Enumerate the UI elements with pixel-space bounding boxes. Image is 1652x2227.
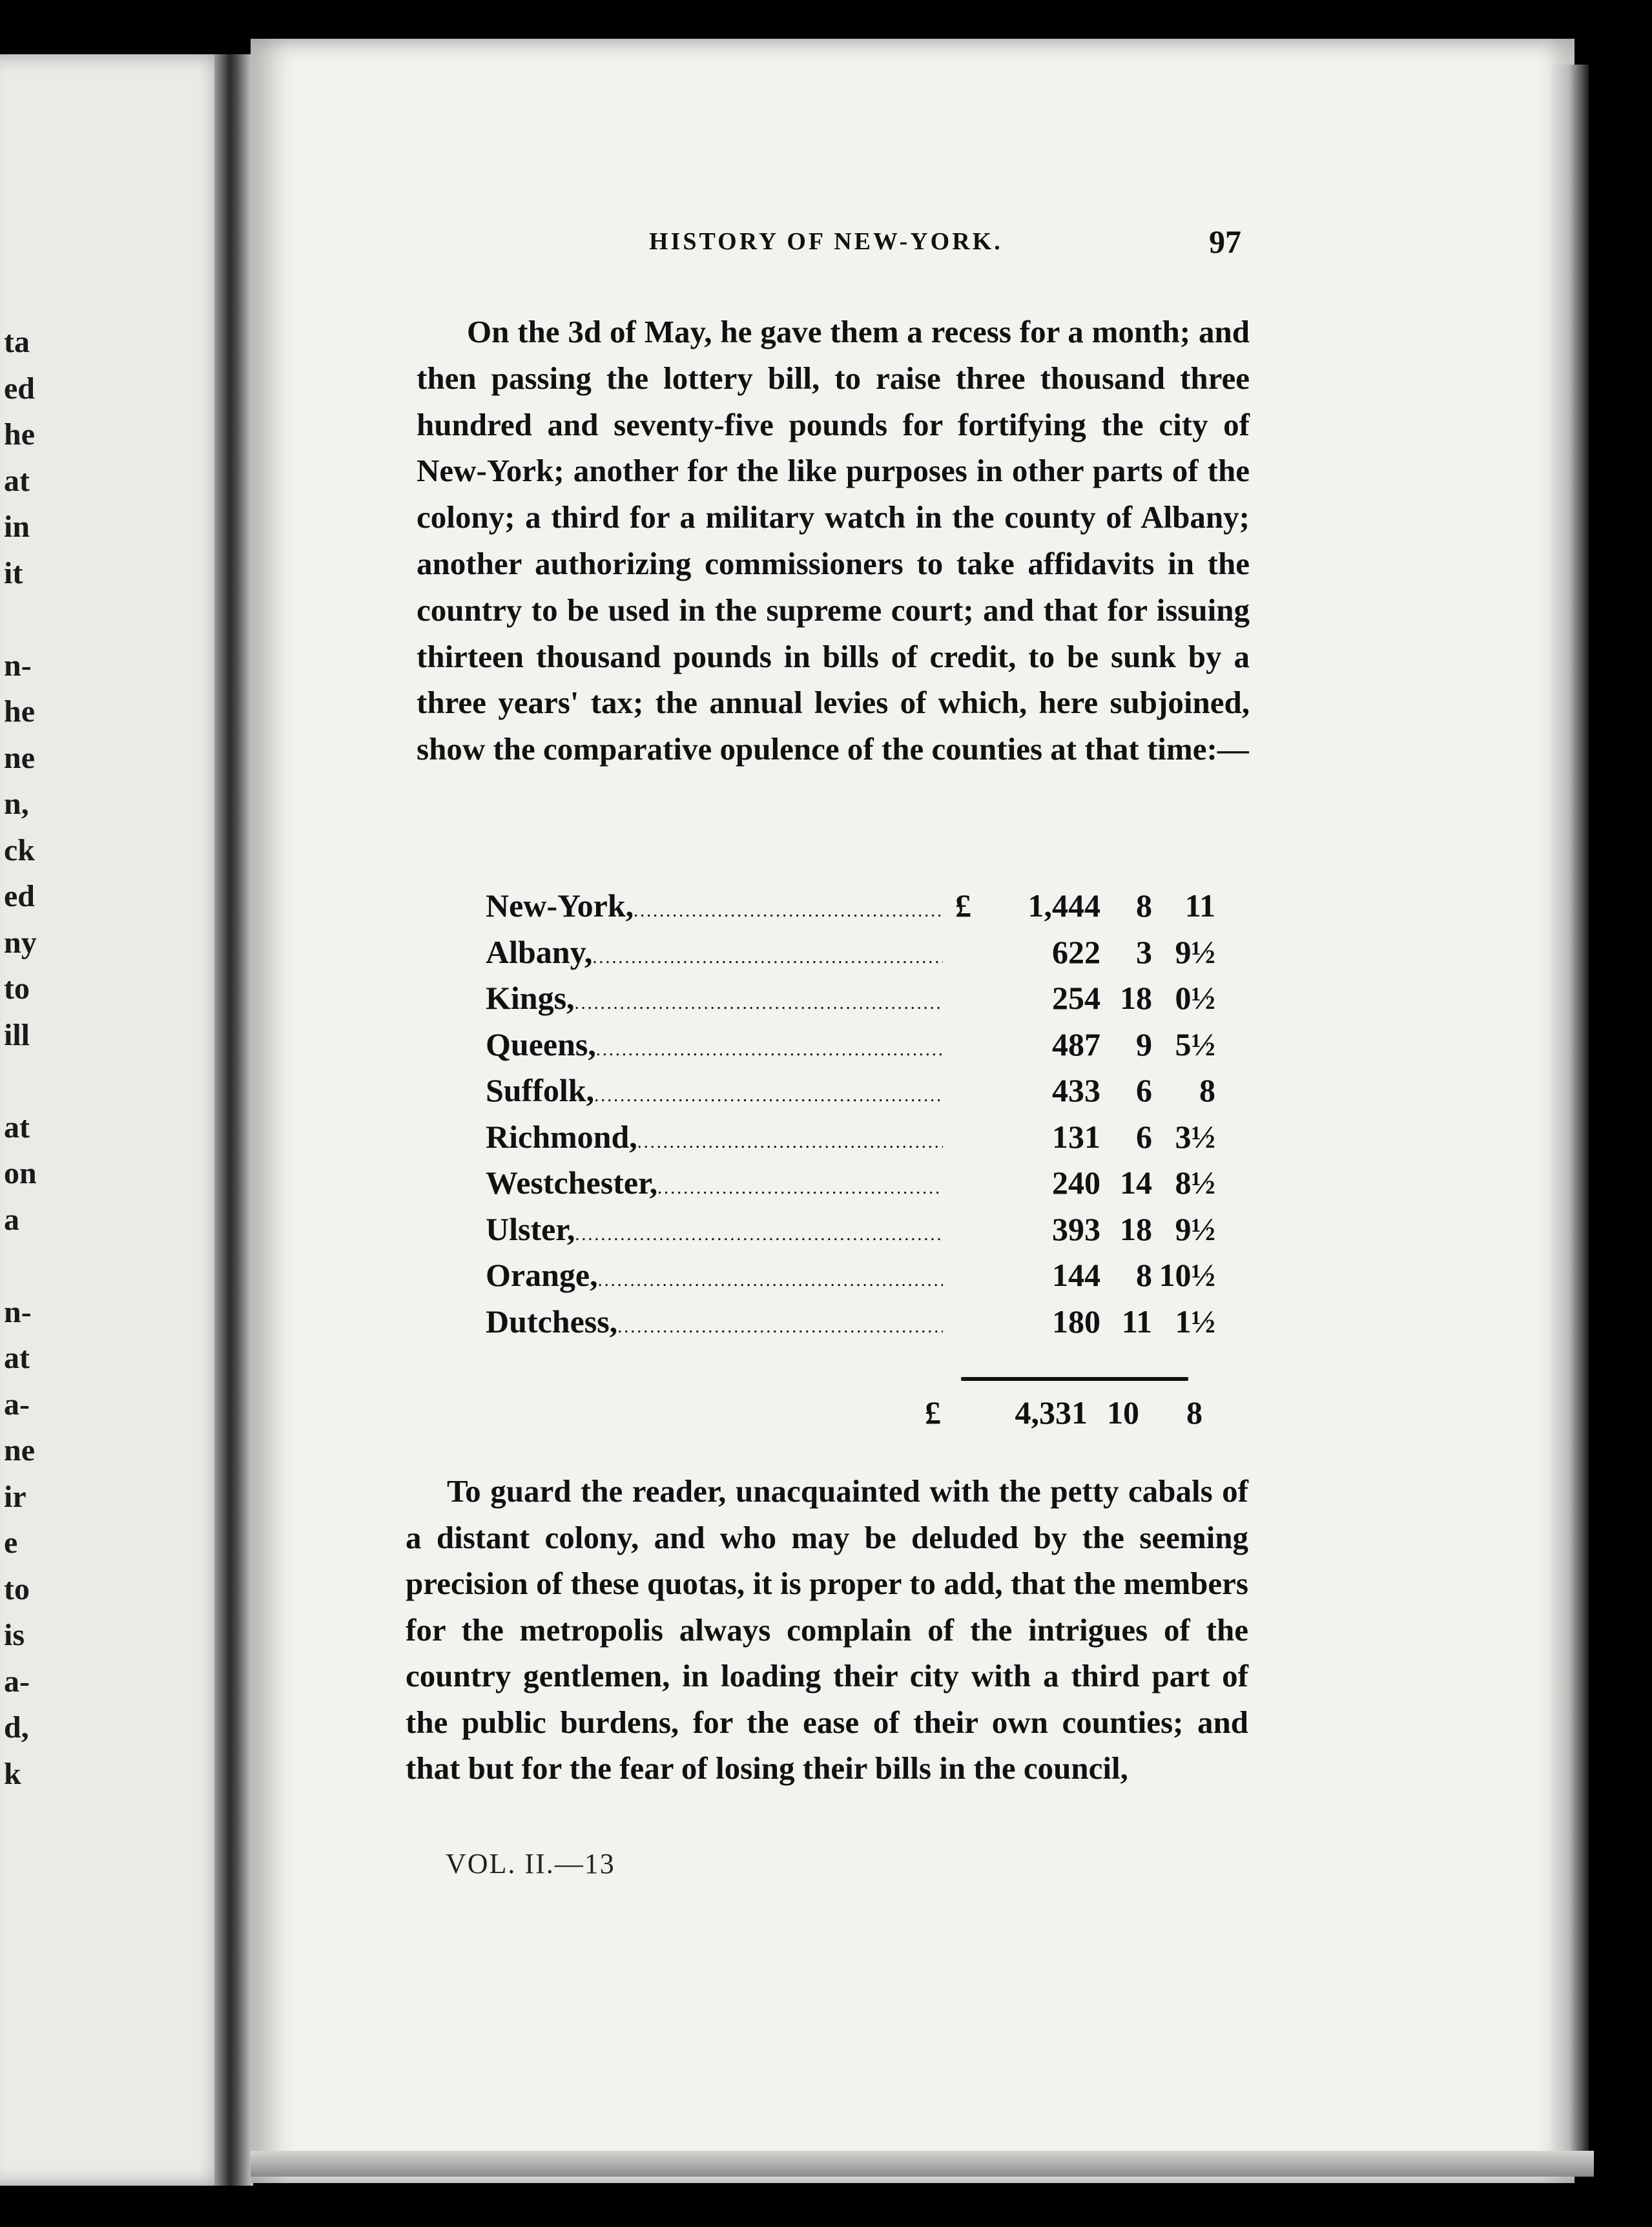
county-name: Westchester,	[486, 1165, 658, 1201]
margin-fragment: at	[4, 1341, 30, 1375]
levy-row	[486, 933, 1215, 980]
levy-row	[486, 1026, 1215, 1072]
shillings-value: 3	[1136, 933, 1152, 970]
margin-fragment: n-	[4, 1294, 32, 1329]
pence-value: 11	[1184, 887, 1215, 924]
margin-fragment: in	[4, 510, 30, 544]
pence-value: 3½	[1175, 1118, 1215, 1155]
levy-row	[486, 1164, 1215, 1210]
dot-leader	[596, 1040, 943, 1061]
page-bottom-edge	[251, 2151, 1594, 2177]
county-name: Queens,	[486, 1026, 596, 1062]
pounds-value: 433	[1052, 1072, 1100, 1108]
pence-value: 10½	[1159, 1257, 1215, 1293]
currency-sign: £	[955, 887, 971, 924]
shillings-value: 6	[1136, 1072, 1152, 1108]
total-shillings: 10	[1107, 1394, 1139, 1431]
pence-value: 9½	[1175, 933, 1215, 970]
pence-value: 0½	[1175, 980, 1215, 1016]
shillings-value: 18	[1120, 1210, 1152, 1247]
shillings-value: 9	[1136, 1026, 1152, 1062]
margin-fragment: ne	[4, 1433, 35, 1467]
margin-fragment: ne	[4, 740, 35, 775]
shillings-value: 8	[1136, 887, 1152, 924]
margin-fragment	[4, 1058, 94, 1104]
pounds-value: 622	[1052, 933, 1100, 970]
dot-leader	[657, 1178, 943, 1199]
county-name: Kings,	[486, 980, 575, 1016]
margin-fragment: on	[4, 1156, 37, 1190]
left-page-margin-text	[4, 319, 94, 1797]
margin-fragment: a-	[4, 1387, 30, 1422]
margin-fragment: d,	[4, 1710, 29, 1745]
county-name: Ulster,	[486, 1210, 575, 1247]
dot-leader	[617, 1317, 943, 1338]
margin-fragment	[4, 596, 94, 643]
pence-value: 5½	[1175, 1026, 1215, 1062]
county-name: Richmond,	[486, 1118, 637, 1155]
total-pounds: 4,331	[1015, 1394, 1088, 1431]
margin-fragment: a	[4, 1202, 19, 1237]
running-title: HISTORY OF NEW-YORK.	[649, 228, 1003, 255]
signature-mark: VOL. II.—13	[446, 1848, 615, 1880]
paragraph-2: To guard the reader, unacquainted with the petty cabals of a distant colony, and who may be deluded by the seeming precision of these quotas, it is proper to add, that the members for the metropolis always complain of the intrigues of the country gentlemen, in loading their city with a third part of the public burdens, for the ease of their own counties; and that but for the fear of losing their bills in the council,	[406, 1473, 1248, 1786]
county-levy-table	[486, 887, 1215, 1349]
margin-fragment: ck	[4, 833, 35, 867]
margin-fragment: he	[4, 694, 35, 729]
page-number: 97	[1209, 223, 1241, 260]
county-name: New-York,	[486, 887, 634, 924]
levy-row	[486, 1210, 1215, 1257]
levy-row	[486, 1303, 1215, 1349]
margin-fragment: ta	[4, 325, 30, 359]
county-name: Albany,	[486, 933, 593, 970]
pounds-value: 254	[1052, 980, 1100, 1016]
book-gutter	[214, 54, 253, 2186]
paragraph-1: On the 3d of May, he gave them a recess for a month; and then passing the lottery bill, to raise three thousand three hundred and seventy-five pounds for fortifying the city of New-York; another for the like purposes in other parts of the colony; a third for a military watch in the county of Albany; another authorizing commissioners to take affidavits in the country to be used in the supreme court; and that for issuing thirteen thousand pounds in bills of credit, to be sunk by a three years' tax; the annual levies of which, here subjoined, show the comparative opulence of the counties at that time:—	[417, 314, 1250, 767]
margin-fragment: ed	[4, 371, 35, 406]
left-page	[0, 54, 232, 2186]
margin-fragment: is	[4, 1618, 25, 1652]
levy-row	[486, 1072, 1215, 1118]
margin-fragment: ed	[4, 879, 35, 913]
dot-leader	[592, 948, 943, 968]
dot-leader	[637, 1132, 943, 1153]
margin-fragment: he	[4, 417, 35, 451]
pounds-value: 180	[1052, 1303, 1100, 1340]
dot-leader	[575, 993, 943, 1014]
levy-row	[486, 887, 1215, 933]
levy-row	[486, 1256, 1215, 1303]
shillings-value: 6	[1136, 1118, 1152, 1155]
pounds-value: 487	[1052, 1026, 1100, 1062]
margin-fragment: a-	[4, 1664, 30, 1699]
total-pence: 8	[1186, 1394, 1203, 1431]
margin-fragment: ill	[4, 1017, 30, 1052]
margin-fragment: it	[4, 555, 23, 590]
margin-fragment: k	[4, 1756, 21, 1791]
margin-fragment: ny	[4, 925, 37, 960]
dot-leader	[575, 1225, 943, 1245]
dot-leader	[594, 1086, 943, 1106]
margin-fragment: to	[4, 1571, 30, 1606]
shillings-value: 8	[1136, 1257, 1152, 1293]
pence-value: 9½	[1175, 1210, 1215, 1247]
county-name: Dutchess,	[486, 1303, 618, 1340]
pounds-value: 393	[1052, 1210, 1100, 1247]
levy-total-row	[925, 1394, 1215, 1431]
page-edge	[1550, 65, 1589, 2164]
shillings-value: 11	[1121, 1303, 1152, 1340]
shillings-value: 18	[1120, 980, 1152, 1016]
margin-fragment: n-	[4, 648, 32, 683]
total-rule	[961, 1377, 1188, 1381]
county-name: Orange,	[486, 1257, 598, 1293]
margin-fragment: n,	[4, 787, 29, 821]
pence-value: 1½	[1175, 1303, 1215, 1340]
shillings-value: 14	[1120, 1165, 1152, 1201]
levy-row	[486, 979, 1215, 1026]
dot-leader	[598, 1270, 943, 1291]
total-currency: £	[925, 1394, 941, 1431]
margin-fragment: at	[4, 463, 30, 498]
pounds-value: 144	[1052, 1257, 1100, 1293]
levy-row	[486, 1118, 1215, 1165]
pence-value: 8	[1199, 1072, 1215, 1108]
margin-fragment: to	[4, 971, 30, 1006]
margin-fragment: e	[4, 1526, 18, 1560]
pounds-value: 240	[1052, 1165, 1100, 1201]
margin-fragment: ir	[4, 1479, 26, 1514]
dot-leader	[634, 901, 943, 922]
pence-value: 8½	[1175, 1165, 1215, 1201]
margin-fragment	[4, 1243, 94, 1289]
margin-fragment: at	[4, 1110, 30, 1145]
pounds-value: 1,444	[1027, 887, 1100, 924]
county-name: Suffolk,	[486, 1072, 595, 1108]
pounds-value: 131	[1052, 1118, 1100, 1155]
